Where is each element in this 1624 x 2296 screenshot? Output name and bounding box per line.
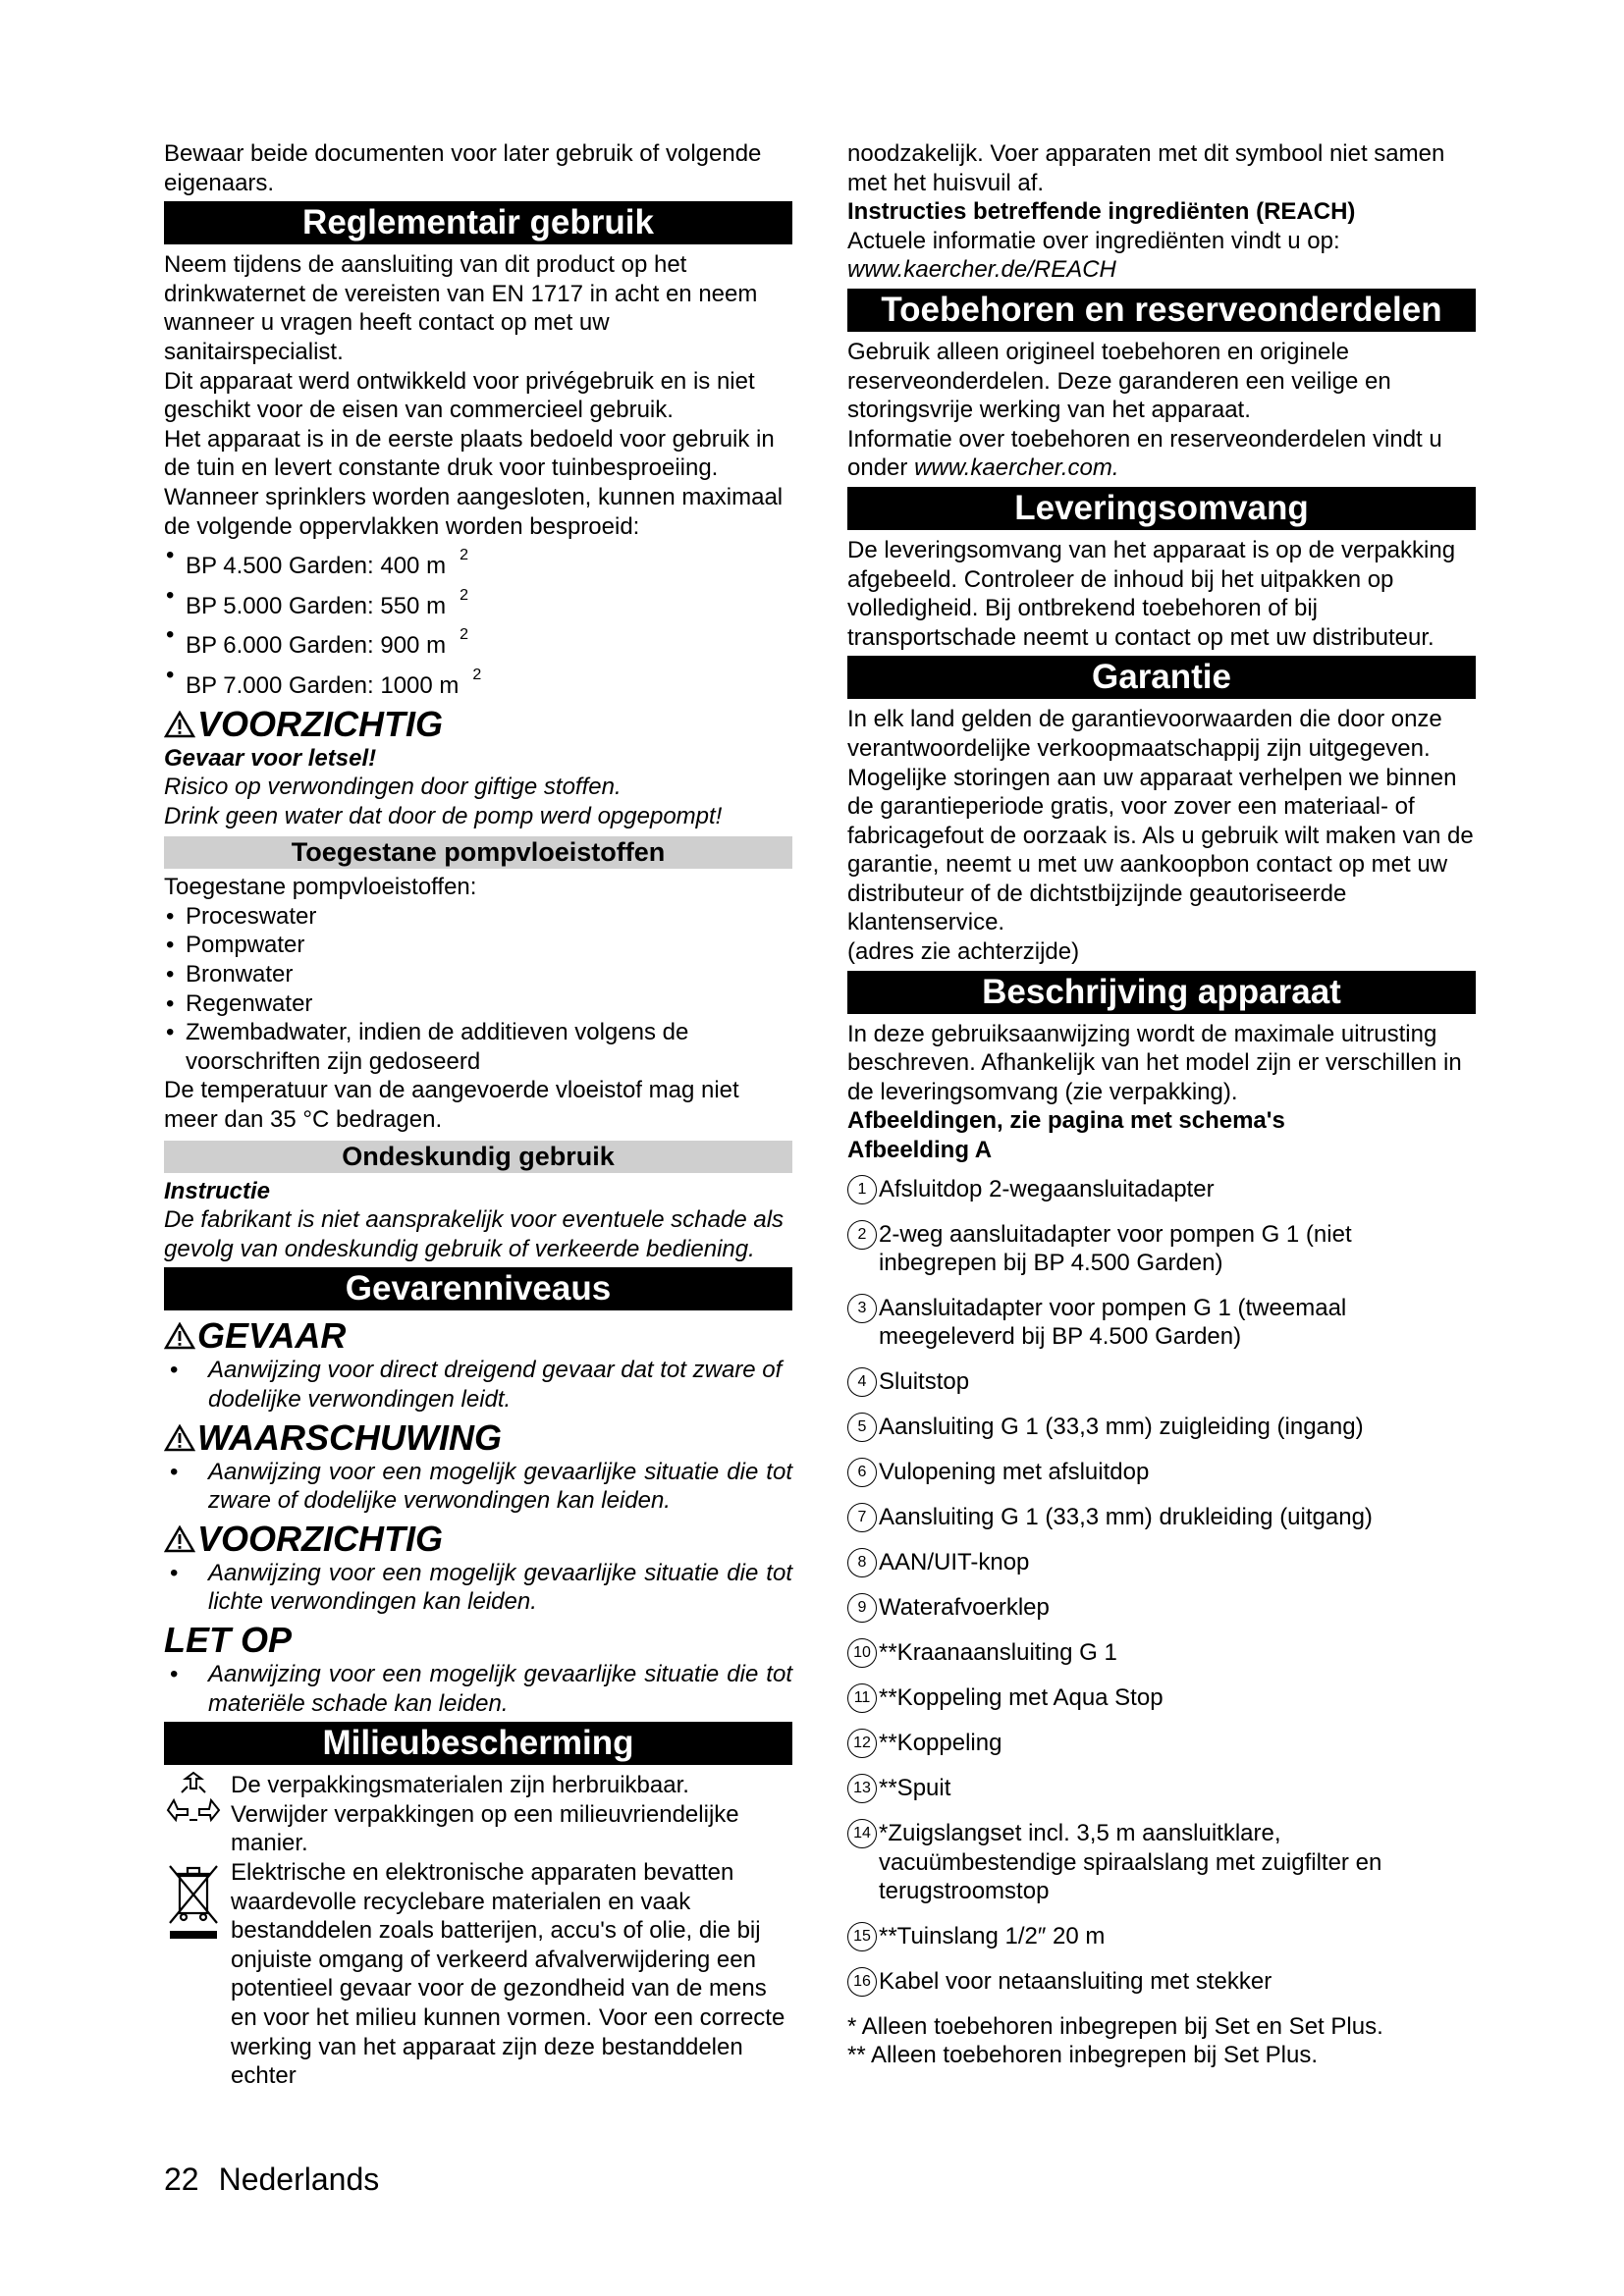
list-item: • BP 6.000 Garden: 900 m $^2$: [164, 620, 792, 661]
caution-subtitle: Gevaar voor letsel!: [164, 744, 377, 772]
left-column: [164, 139, 792, 2091]
part-number: 13: [847, 1774, 877, 1803]
part-number: 16: [847, 1967, 877, 1997]
list-item: 16 Kabel voor netaansluiting met stekker: [847, 1967, 1476, 1997]
model-list: [164, 541, 792, 700]
instructie-label: Instructie: [164, 1177, 271, 1204]
list-item: 10 **Kraanaansluiting G 1: [847, 1638, 1476, 1668]
figure-a-label: Afbeelding A: [847, 1137, 993, 1164]
caution-line-2: Drink geen water dat door de pomp werd opgepompt!: [164, 802, 723, 829]
list-item: • Pompwater: [164, 931, 792, 960]
env-weee-row: [164, 1858, 792, 2091]
section-header-beschrijving: Beschrijving apparaat: [847, 971, 1476, 1014]
acc-paragraph-1: Gebruik alleen origineel toebehoren en originele reserveonderdelen. Deze garanderen een veilige en storingsvrije werking van het apparaat.: [847, 338, 1391, 424]
list-item: • Proceswater: [164, 902, 792, 932]
env-continuation: noodzakelijk. Voer apparaten met dit symbool niet samen met het huisvuil af.: [847, 140, 1445, 196]
caution2-text: • Aanwijzing voor een mogelijk gevaarlijke situatie die tot lichte verwondingen kan leiden.: [164, 1559, 792, 1617]
danger-text: • Aanwijzing voor direct dreigend gevaar dat tot zware of dodelijke verwondingen leidt.: [164, 1356, 792, 1414]
env-paragraph-2: Elektrische en elektronische apparaten bevatten waardevolle recyclebare materialen en vaak bestanddelen zoals batterijen, accu's of olie, die bij onjuiste omgang of verkeerd afvalverwijdering een potentieel gevaar voor de gezondheid van de mens en voor het milieu kunnen vormen. Voor een correcte werking van het apparaat zijn deze bestanddelen echter: [231, 1858, 785, 2090]
section-header-gevarenniveaus: Gevarenniveaus: [164, 1267, 792, 1310]
list-item: 4 Sluitstop: [847, 1367, 1476, 1397]
list-item: • Bronwater: [164, 960, 792, 989]
fluids-temperature: De temperatuur van de aangevoerde vloeistof mag niet meer dan 35 °C bedragen.: [164, 1077, 739, 1134]
part-number: 8: [847, 1548, 877, 1577]
reg-paragraph-1: Neem tijdens de aansluiting van dit product op het drinkwaternet de vereisten van EN 1717 in acht en neem wanneer u vragen heeft contact op met uw sanitairspecialist.: [164, 251, 758, 365]
reach-url[interactable]: www.kaercher.de/REACH: [847, 256, 1116, 284]
footer-language: Nederlands: [218, 2162, 380, 2197]
figure-reference: Afbeeldingen, zie pagina met schema's: [847, 1107, 1285, 1135]
fluids-intro: Toegestane pompvloeistoffen:: [164, 874, 477, 901]
page-number: 22: [164, 2162, 199, 2197]
part-number: 4: [847, 1367, 877, 1397]
list-item: 14 *Zuigslangset incl. 3,5 m aansluitklare, vacuümbestendige spiraalslang met zuigfilter en terugstroomstop: [847, 1819, 1476, 1906]
warning-heading: WAARSCHUWING: [164, 1418, 792, 1458]
section-header-reglementair: Reglementair gebruik: [164, 201, 792, 244]
warning-triangle-icon: [164, 711, 195, 738]
section-header-milieubescherming: Milieubescherming: [164, 1722, 792, 1765]
note-heading: LET OP: [164, 1619, 293, 1660]
parts-list: [847, 1175, 1476, 1997]
warning-text: • Aanwijzing voor een mogelijk gevaarlijke situatie die tot zware of dodelijke verwondingen kan leiden.: [164, 1458, 792, 1516]
list-item: 8 AAN/UIT-knop: [847, 1548, 1476, 1577]
list-item: 13 **Spuit: [847, 1774, 1476, 1803]
list-item: 7 Aansluiting G 1 (33,3 mm) drukleiding (uitgang): [847, 1503, 1476, 1532]
part-number: 7: [847, 1503, 877, 1532]
scope-text: De leveringsomvang van het apparaat is op de verpakking afgebeeld. Controleer de inhoud bij het uitpakken op volledigheid. Bij ontbrekend toebehoren of bij transportschade neemt u contact op met uw distributeur.: [847, 536, 1456, 651]
acc-paragraph-2: Informatie over toebehoren en reserveonderdelen vindt u onder www.kaercher.com.: [847, 425, 1442, 482]
section-header-leveringsomvang: Leveringsomvang: [847, 487, 1476, 530]
list-item: 11 **Koppeling met Aqua Stop: [847, 1683, 1476, 1713]
list-item: 9 Waterafvoerklep: [847, 1593, 1476, 1623]
list-item: 12 **Koppeling: [847, 1729, 1476, 1758]
list-item: 3 Aansluitadapter voor pompen G 1 (tweemaal meegeleverd bij BP 4.500 Garden): [847, 1294, 1476, 1352]
section-header-pompvloeistoffen: Toegestane pompvloeistoffen: [164, 836, 792, 869]
acc-url[interactable]: www.kaercher.com.: [914, 454, 1119, 482]
reg-paragraph-2: Dit apparaat werd ontwikkeld voor privégebruik en is niet geschikt voor de eisen van commercieel gebruik.: [164, 367, 755, 424]
list-item: • BP 5.000 Garden: 550 m $^2$: [164, 581, 792, 621]
list-item: 1 Afsluitdop 2-wegaansluitadapter: [847, 1175, 1476, 1204]
danger-heading: GEVAAR: [164, 1316, 792, 1356]
improper-text: De fabrikant is niet aansprakelijk voor eventuele schade als gevolg van ondeskundig gebruik of verkeerde bediening.: [164, 1206, 785, 1262]
reg-paragraph-3: Het apparaat is in de eerste plaats bedoeld voor gebruik in de tuin en levert constante druk voor tuinbesproeiing. Wanneer sprinklers worden aangesloten, kunnen maximaal de volgende oppervlakken worden besproeid:: [164, 425, 784, 540]
footnote-1: * Alleen toebehoren inbegrepen bij Set en Set Plus.: [847, 2012, 1383, 2040]
warning-triangle-icon: [164, 1424, 195, 1452]
part-number: 11: [847, 1683, 877, 1713]
part-number: 5: [847, 1413, 877, 1442]
crossed-bin-icon: [164, 1858, 231, 1950]
footnotes: [847, 2012, 1476, 2070]
desc-text: In deze gebruiksaanwijzing wordt de maximale uitrusting beschreven. Afhankelijk van het model zijn er verschillen in de leveringsomvang (zie verpakking).: [847, 1020, 1462, 1105]
part-number: 3: [847, 1294, 877, 1323]
list-item: 15 **Tuinslang 1/2″ 20 m: [847, 1922, 1476, 1951]
recycle-icon: [164, 1771, 231, 1834]
caution2-heading: VOORZICHTIG: [164, 1520, 792, 1559]
env-paragraph-1: De verpakkingsmaterialen zijn herbruikbaar. Verwijder verpakkingen op een milieuvriendelijke manier.: [231, 1772, 739, 1857]
env-recycle-row: [164, 1771, 792, 1858]
caution-heading: VOORZICHTIG: [164, 705, 792, 744]
warranty-text: In elk land gelden de garantievoorwaarden die door onze verantwoordelijke verkoopmaatschappij zijn uitgegeven. Mogelijke storingen aan uw apparaat verhelpen we binnen de garantieperiode gratis, voor zover een materiaal- of fabricagefout de oorzaak is. Als u gebruik wilt maken van de garantie, neemt u met uw aankoopbon contact op met uw distributeur of de dichtstbijzijnde geautoriseerde klantenservice.: [847, 706, 1474, 936]
section-header-garantie: Garantie: [847, 656, 1476, 699]
list-item: • Regenwater: [164, 989, 792, 1019]
right-column: [847, 139, 1476, 2070]
reach-title: Instructies betreffende ingrediënten (REACH): [847, 198, 1356, 226]
reach-text: Actuele informatie over ingrediënten vindt u op:: [847, 227, 1340, 254]
list-item: 2 2-weg aansluitadapter voor pompen G 1 (niet inbegrepen bij BP 4.500 Garden): [847, 1220, 1476, 1278]
list-item: • BP 4.500 Garden: 400 m $^2$: [164, 541, 792, 581]
part-number: 2: [847, 1220, 877, 1250]
part-number: 10: [847, 1638, 877, 1668]
part-number: 12: [847, 1729, 877, 1758]
footnote-2: ** Alleen toebehoren inbegrepen bij Set Plus.: [847, 2042, 1319, 2069]
warning-triangle-icon: [164, 1525, 195, 1553]
list-item: 5 Aansluiting G 1 (33,3 mm) zuigleiding (ingang): [847, 1413, 1476, 1442]
part-number: 6: [847, 1458, 877, 1487]
warning-triangle-icon: [164, 1322, 195, 1350]
warranty-address: (adres zie achterzijde): [847, 938, 1080, 966]
intro-text: Bewaar beide documenten voor later gebruik of volgende eigenaars.: [164, 140, 762, 196]
page-footer: [164, 2160, 379, 2199]
fluids-list: [164, 902, 792, 1077]
note-text: • Aanwijzing voor een mogelijk gevaarlijke situatie die tot materiële schade kan leiden.: [164, 1660, 792, 1718]
section-header-toebehoren: Toebehoren en reserveonderdelen: [847, 289, 1476, 332]
part-number: 14: [847, 1819, 877, 1848]
part-number: 9: [847, 1593, 877, 1623]
part-number: 1: [847, 1175, 877, 1204]
section-header-ondeskundig: Ondeskundig gebruik: [164, 1141, 792, 1173]
part-number: 15: [847, 1922, 877, 1951]
list-item: 6 Vulopening met afsluitdop: [847, 1458, 1476, 1487]
list-item: • Zwembadwater, indien de additieven volgens de voorschriften zijn gedoseerd: [164, 1018, 792, 1076]
list-item: • BP 7.000 Garden: 1000 m $^2$: [164, 661, 792, 701]
caution-line-1: Risico op verwondingen door giftige stoffen.: [164, 774, 622, 801]
